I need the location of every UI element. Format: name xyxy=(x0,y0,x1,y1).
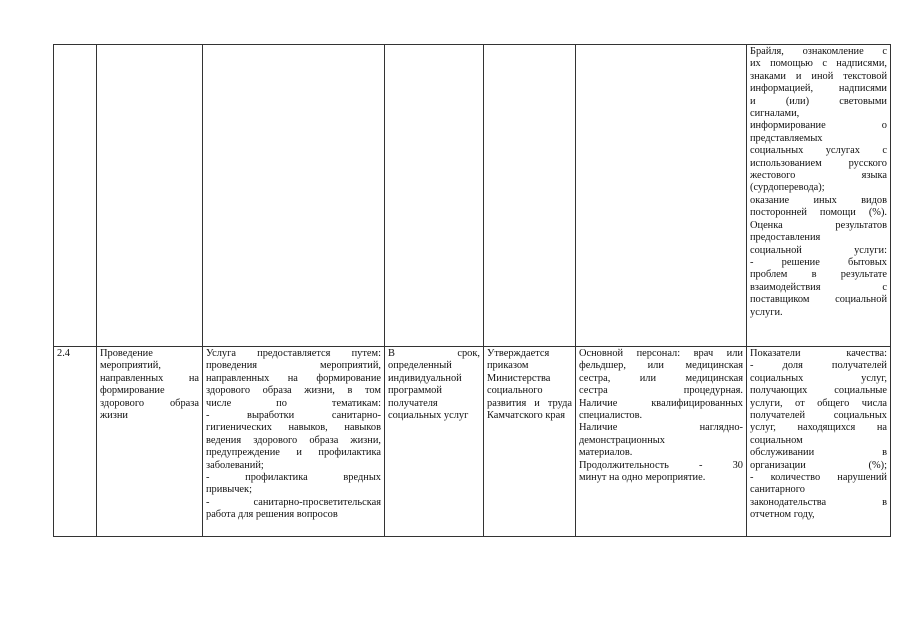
cell-indicators xyxy=(747,347,891,537)
text-line: социальном xyxy=(750,434,803,446)
text-line: направленных на формирование xyxy=(206,372,381,384)
text-line: гигиенических навыков, навыков xyxy=(206,422,381,434)
text-line: законодательства в xyxy=(750,496,887,508)
text-line: использованием русского xyxy=(750,157,887,169)
text-line: минут на одно мероприятие. xyxy=(579,472,706,484)
text-line: их помощью с надписями, xyxy=(750,58,887,70)
table-row-continued xyxy=(54,45,891,347)
cell-term xyxy=(385,45,484,347)
text-line: - количество нарушений xyxy=(750,472,887,484)
cell-conditions xyxy=(576,45,747,347)
service-term: В срок, определенный индивидуальной программой получателя социальных услуг xyxy=(388,348,480,422)
cell-conditions xyxy=(576,347,747,537)
text-line: Основной персонал: врач или xyxy=(579,348,743,359)
text-line: информирование о xyxy=(750,120,887,132)
cell-description xyxy=(203,347,385,537)
text-line: организации (%); xyxy=(750,459,887,471)
text-line: работа для решения вопросов xyxy=(206,509,338,521)
text-line: (сурдоперевода); xyxy=(750,182,825,194)
text-line: обслуживании в xyxy=(750,447,887,459)
text-line: специалистов. xyxy=(579,410,643,422)
text-line: оказание иных видов xyxy=(750,194,887,206)
text-line: посторонней помощи (%). xyxy=(750,207,887,219)
text-line: проведения мероприятий, xyxy=(206,360,381,372)
text-line: жестового языка xyxy=(750,170,887,182)
service-description xyxy=(206,348,381,522)
text-line: получателей социальных xyxy=(750,410,887,422)
text-line: - решение бытовых xyxy=(750,256,887,268)
text-line: информацией, надписями xyxy=(750,83,887,95)
text-line: поставщиком социальной xyxy=(750,294,887,306)
text-line: и (или) световыми xyxy=(750,95,887,107)
cell-tariff xyxy=(484,347,576,537)
text-line: - профилактика вредных xyxy=(206,472,381,484)
text-line: привычек; xyxy=(206,484,252,496)
text-line: услуги, от общего числа xyxy=(750,397,887,409)
text-line: демонстрационных xyxy=(579,434,665,446)
service-tariff: Утверждается приказом Министерства социального развития и труда Камчатского края xyxy=(487,348,572,422)
text-line: - санитарно-просветительская xyxy=(206,496,381,508)
table-row-2-4 xyxy=(54,347,891,537)
cell-tariff xyxy=(484,45,576,347)
text-line: фельдшер, или медицинская xyxy=(579,360,743,372)
services-table xyxy=(53,44,891,537)
text-line: заболеваний; xyxy=(206,459,264,471)
text-line: социальной услуги: xyxy=(750,244,887,256)
text-line: услуги. xyxy=(750,306,783,318)
text-line: здорового образа жизни, в том xyxy=(206,385,381,397)
cell-number xyxy=(54,45,97,347)
text-line: ведения здорового образа жизни, xyxy=(206,434,381,446)
text-line: знаками и иной текстовой xyxy=(750,70,887,82)
text-line: - выработки санитарно- xyxy=(206,410,381,422)
text-line: предупреждение и профилактика xyxy=(206,447,381,459)
text-line: числе по тематикам: xyxy=(206,397,381,409)
text-line: Брайля, ознакомление с xyxy=(750,46,887,57)
service-conditions xyxy=(579,348,743,484)
text-line: Продолжительность - 30 xyxy=(579,459,743,471)
text-line: материалов. xyxy=(579,447,633,459)
text-line: - доля получателей xyxy=(750,360,887,372)
text-line: сигналами, xyxy=(750,108,800,120)
text-line: Услуга предоставляется путем: xyxy=(206,348,381,359)
text-line: предоставления xyxy=(750,232,821,244)
text-line: Наличие наглядно- xyxy=(579,422,743,434)
cell-term xyxy=(385,347,484,537)
text-line: Показатели качества: xyxy=(750,348,887,359)
text-line: получающих социальные xyxy=(750,385,887,397)
text-line: проблем в результате xyxy=(750,269,887,281)
service-name: Проведение мероприятий, направленных на формирование здорового образа жизни xyxy=(100,348,199,422)
text-line: социальных услугах с xyxy=(750,145,887,157)
text-line: представляемых xyxy=(750,132,823,144)
text-line: отчетном году, xyxy=(750,509,815,521)
text-line: Оценка результатов xyxy=(750,219,887,231)
cell-number xyxy=(54,347,97,537)
cell-service-name xyxy=(97,45,203,347)
indicators-continued-text xyxy=(750,46,887,319)
row-number: 2.4 xyxy=(57,348,70,359)
cell-description xyxy=(203,45,385,347)
text-line: сестра, или медицинская xyxy=(579,372,743,384)
text-line: Наличие квалифицированных xyxy=(579,397,743,409)
text-line: взаимодействия с xyxy=(750,281,887,293)
quality-indicators xyxy=(750,348,887,522)
cell-service-name xyxy=(97,347,203,537)
text-line: социальных услуг, xyxy=(750,372,887,384)
text-line: санитарного xyxy=(750,484,805,496)
cell-indicators xyxy=(747,45,891,347)
text-line: услуг, находящихся на xyxy=(750,422,887,434)
text-line: сестра процедурная. xyxy=(579,385,743,397)
